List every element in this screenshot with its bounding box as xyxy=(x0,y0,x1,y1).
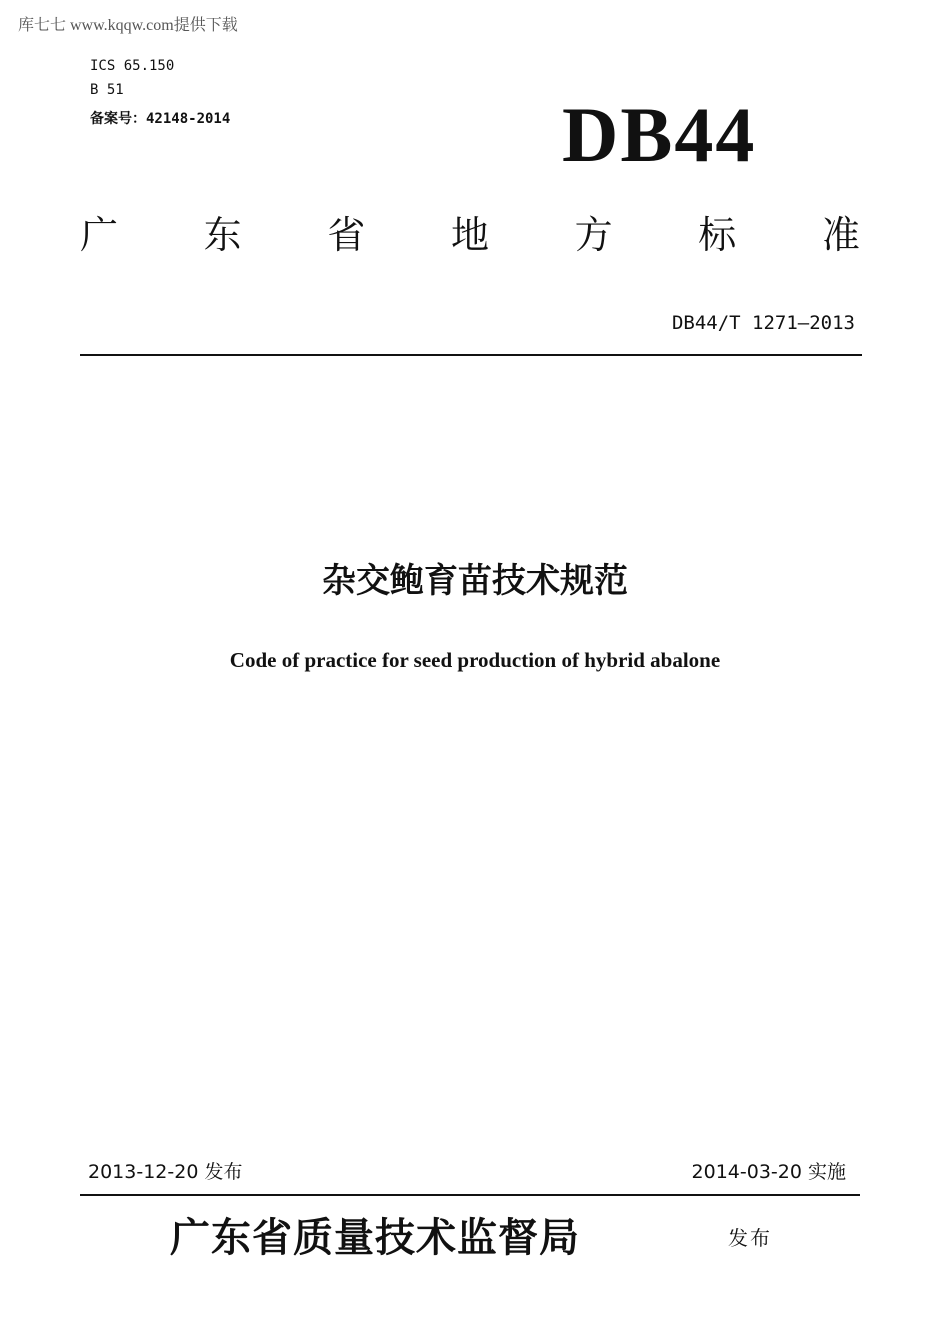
watermark-text: 库七七 www.kqqw.com提供下载 xyxy=(18,17,238,34)
standard-category-char: 地 xyxy=(450,213,489,257)
bottom-divider xyxy=(80,1194,860,1196)
document-title-chinese: 杂交鲍育苗技术规范 xyxy=(322,561,628,601)
standard-category-char: 准 xyxy=(821,213,860,257)
filing-number: 备案号：42148-2014 xyxy=(90,111,231,127)
publisher-name: 广东省质量技术监督局 xyxy=(170,1214,580,1261)
standard-brand-code: DB44 xyxy=(562,91,757,178)
standard-code: DB44/T 1271—2013 xyxy=(671,312,855,334)
standard-category-char: 省 xyxy=(327,213,366,257)
document-title-english: Code of practice for seed production of hybrid abalone xyxy=(229,648,721,672)
issue-date: 2013-12-20 发布 xyxy=(88,1161,243,1183)
top-divider xyxy=(80,354,862,356)
standard-category-title xyxy=(80,204,860,259)
ccs-number: B 51 xyxy=(90,82,124,98)
standard-category-char: 标 xyxy=(698,213,737,257)
effective-date: 2014-03-20 实施 xyxy=(691,1161,846,1183)
standard-category-char: 广 xyxy=(80,213,119,257)
standard-category-char: 东 xyxy=(203,213,242,257)
standard-category-char: 方 xyxy=(574,213,613,257)
ics-number: ICS 65.150 xyxy=(90,58,175,74)
publish-label: 发布 xyxy=(728,1226,772,1250)
